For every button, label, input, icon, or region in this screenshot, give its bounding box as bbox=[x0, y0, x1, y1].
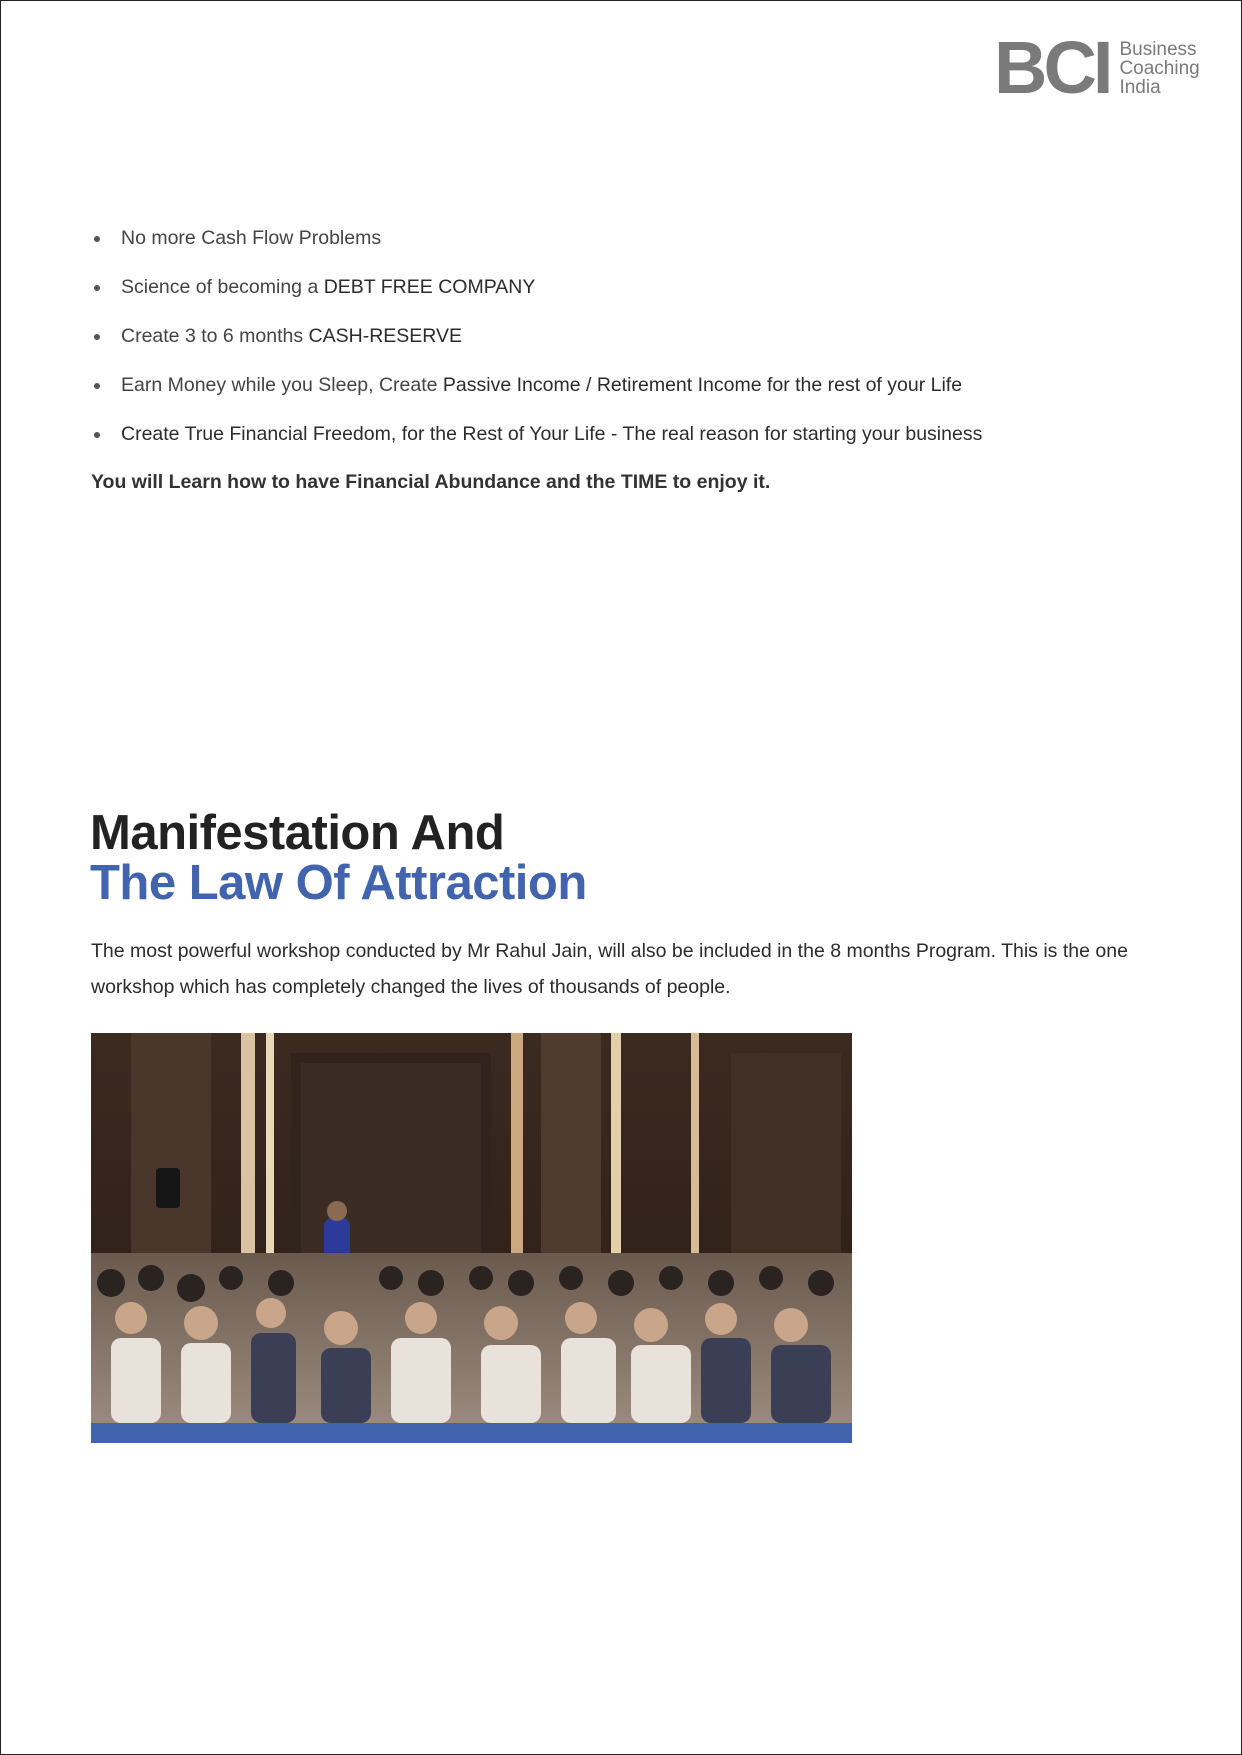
workshop-photo-image bbox=[91, 1033, 852, 1423]
list-item: Science of becoming a DEBT FREE COMPANY bbox=[91, 272, 1151, 321]
logo-line-3: India bbox=[1119, 76, 1161, 98]
list-item: No more Cash Flow Problems bbox=[91, 223, 1151, 272]
bci-logo bbox=[994, 26, 1200, 109]
list-item: Earn Money while you Sleep, Create Passive Income / Retirement Income for the rest of your Life bbox=[91, 370, 1151, 419]
photo-accent-bar bbox=[91, 1423, 852, 1443]
section-paragraph: The most powerful workshop conducted by Mr Rahul Jain, will also be included in the 8 months Program. This is the one workshop which has completely changed the lives of thousands of people. bbox=[91, 940, 1128, 998]
logo-line-2: Coaching bbox=[1119, 57, 1200, 79]
workshop-photo bbox=[91, 1033, 852, 1443]
section-heading-line-2: The Law Of Attraction bbox=[90, 856, 587, 910]
list-item: Create 3 to 6 months CASH-RESERVE bbox=[91, 321, 1151, 370]
section-heading-line-1: Manifestation And bbox=[90, 806, 505, 860]
benefits-list bbox=[91, 223, 1151, 468]
logo-mark: BCI bbox=[994, 26, 1110, 109]
logo-line-1: Business bbox=[1119, 38, 1197, 60]
list-item: Create True Financial Freedom, for the Rest of Your Life - The real reason for starting your business bbox=[91, 419, 1151, 468]
summary-statement: You will Learn how to have Financial Abundance and the TIME to enjoy it. bbox=[91, 471, 771, 493]
logo-text bbox=[1119, 40, 1199, 97]
